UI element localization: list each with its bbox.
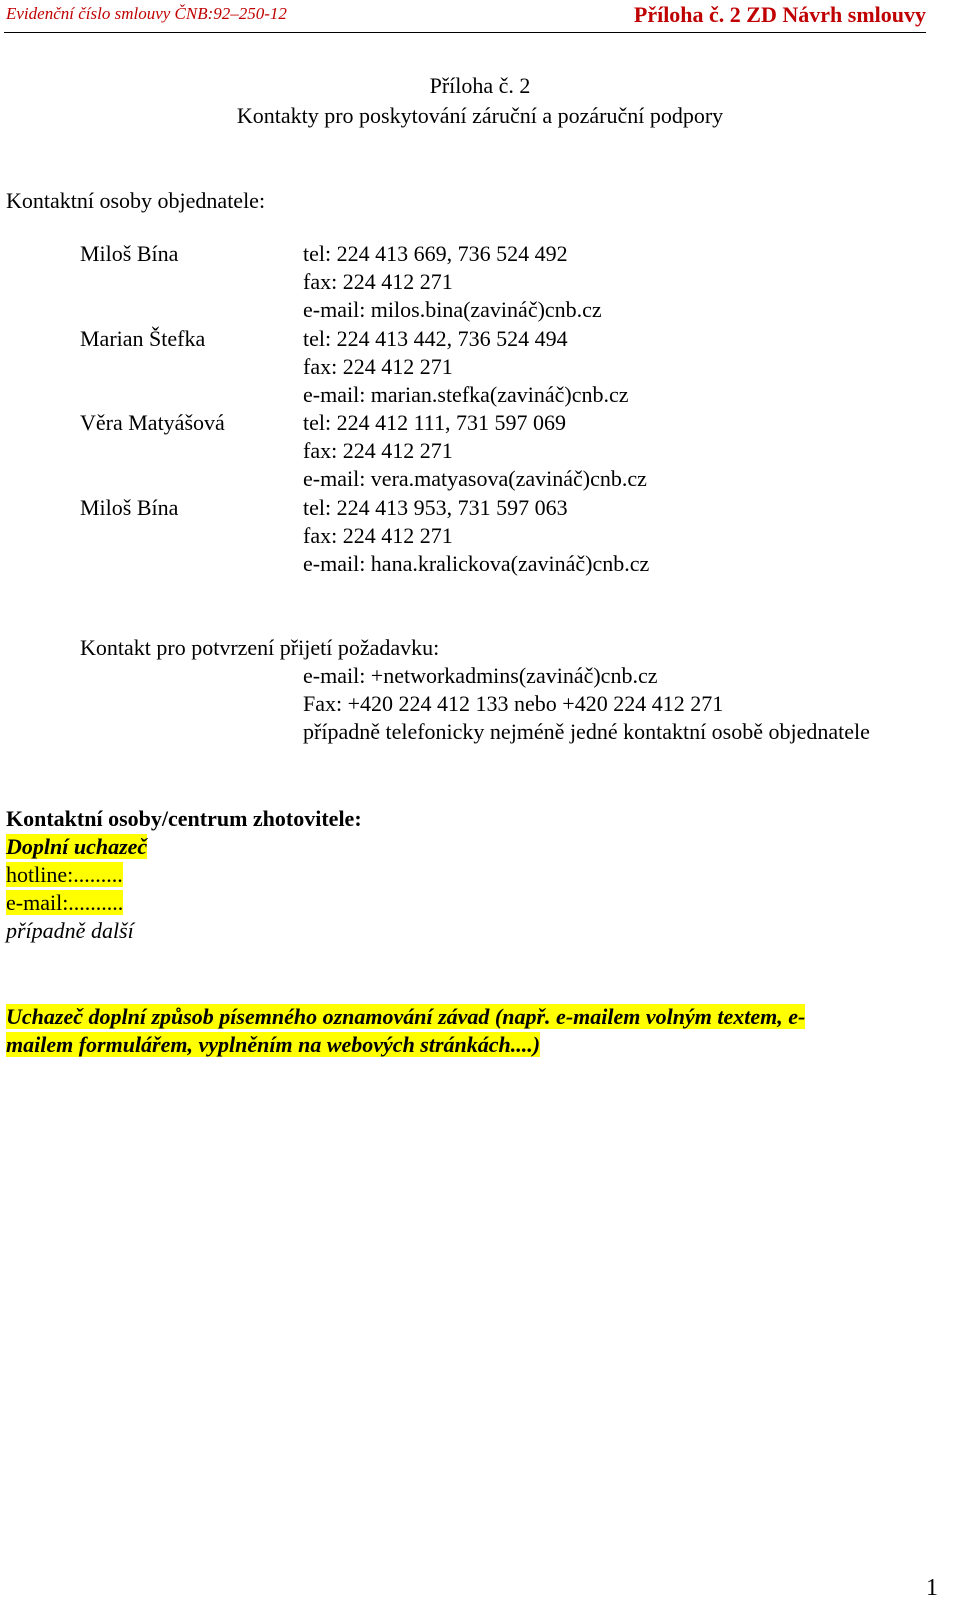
contact-email: e-mail: vera.matyasova(zavináč)cnb.cz — [303, 466, 647, 491]
supplier-hotline-text: hotline:......... — [6, 862, 123, 887]
reporting-note-line-2 — [6, 1032, 540, 1057]
page-title-line-1: Příloha č. 2 — [429, 73, 531, 98]
header-divider — [4, 32, 926, 33]
header-contract-number: Evidenční číslo smlouvy ČNB:92–250-12 — [6, 4, 287, 23]
contact-name: Miloš Bína — [80, 241, 179, 266]
supplier-hotline — [6, 862, 123, 887]
contact-fax: fax: 224 412 271 — [303, 438, 453, 463]
supplier-fill-in-text: Doplní uchazeč — [6, 834, 148, 859]
supplier-email-text: e-mail:.......... — [6, 890, 124, 915]
contact-name: Věra Matyášová — [80, 410, 225, 435]
reporting-note-line-1 — [6, 1004, 805, 1029]
header-attachment-title: Příloha č. 2 ZD Návrh smlouvy — [633, 2, 926, 27]
confirmation-email: e-mail: +networkadmins(zavináč)cnb.cz — [303, 663, 658, 688]
confirmation-phone-note: případně telefonicky nejméně jedné kontaktní osobě objednatele — [303, 719, 870, 744]
contact-email: e-mail: marian.stefka(zavináč)cnb.cz — [303, 382, 629, 407]
contact-name: Marian Štefka — [80, 326, 206, 351]
confirmation-label: Kontakt pro potvrzení přijetí požadavku: — [80, 635, 440, 660]
contact-name: Miloš Bína — [80, 495, 179, 520]
supplier-email — [6, 890, 123, 915]
page-number: 1 — [926, 1575, 938, 1601]
customer-contacts-heading: Kontaktní osoby objednatele: — [6, 188, 266, 213]
contact-tel: tel: 224 413 669, 736 524 492 — [303, 241, 568, 266]
supplier-fill-in — [6, 834, 147, 859]
reporting-note-line-1-text: Uchazeč doplní způsob písemného oznamování závad (např. e-mailem volným textem, e- — [6, 1004, 806, 1029]
page-title-line-2: Kontakty pro poskytování záruční a pozáruční podpory — [236, 103, 724, 128]
supplier-contacts-heading: Kontaktní osoby/centrum zhotovitele: — [6, 806, 362, 831]
contact-fax: fax: 224 412 271 — [303, 354, 453, 379]
supplier-other: případně další — [6, 918, 134, 943]
contact-email: e-mail: milos.bina(zavináč)cnb.cz — [303, 297, 602, 322]
contact-tel: tel: 224 413 953, 731 597 063 — [303, 495, 568, 520]
reporting-note-line-2-text: mailem formulářem, vyplněním na webových stránkách....) — [6, 1032, 541, 1057]
contact-tel: tel: 224 412 111, 731 597 069 — [303, 410, 566, 435]
contact-email: e-mail: hana.kralickova(zavináč)cnb.cz — [303, 551, 650, 576]
contact-fax: fax: 224 412 271 — [303, 523, 453, 548]
confirmation-fax: Fax: +420 224 412 133 nebo +420 224 412 271 — [303, 691, 724, 716]
contact-fax: fax: 224 412 271 — [303, 269, 453, 294]
contact-tel: tel: 224 413 442, 736 524 494 — [303, 326, 568, 351]
